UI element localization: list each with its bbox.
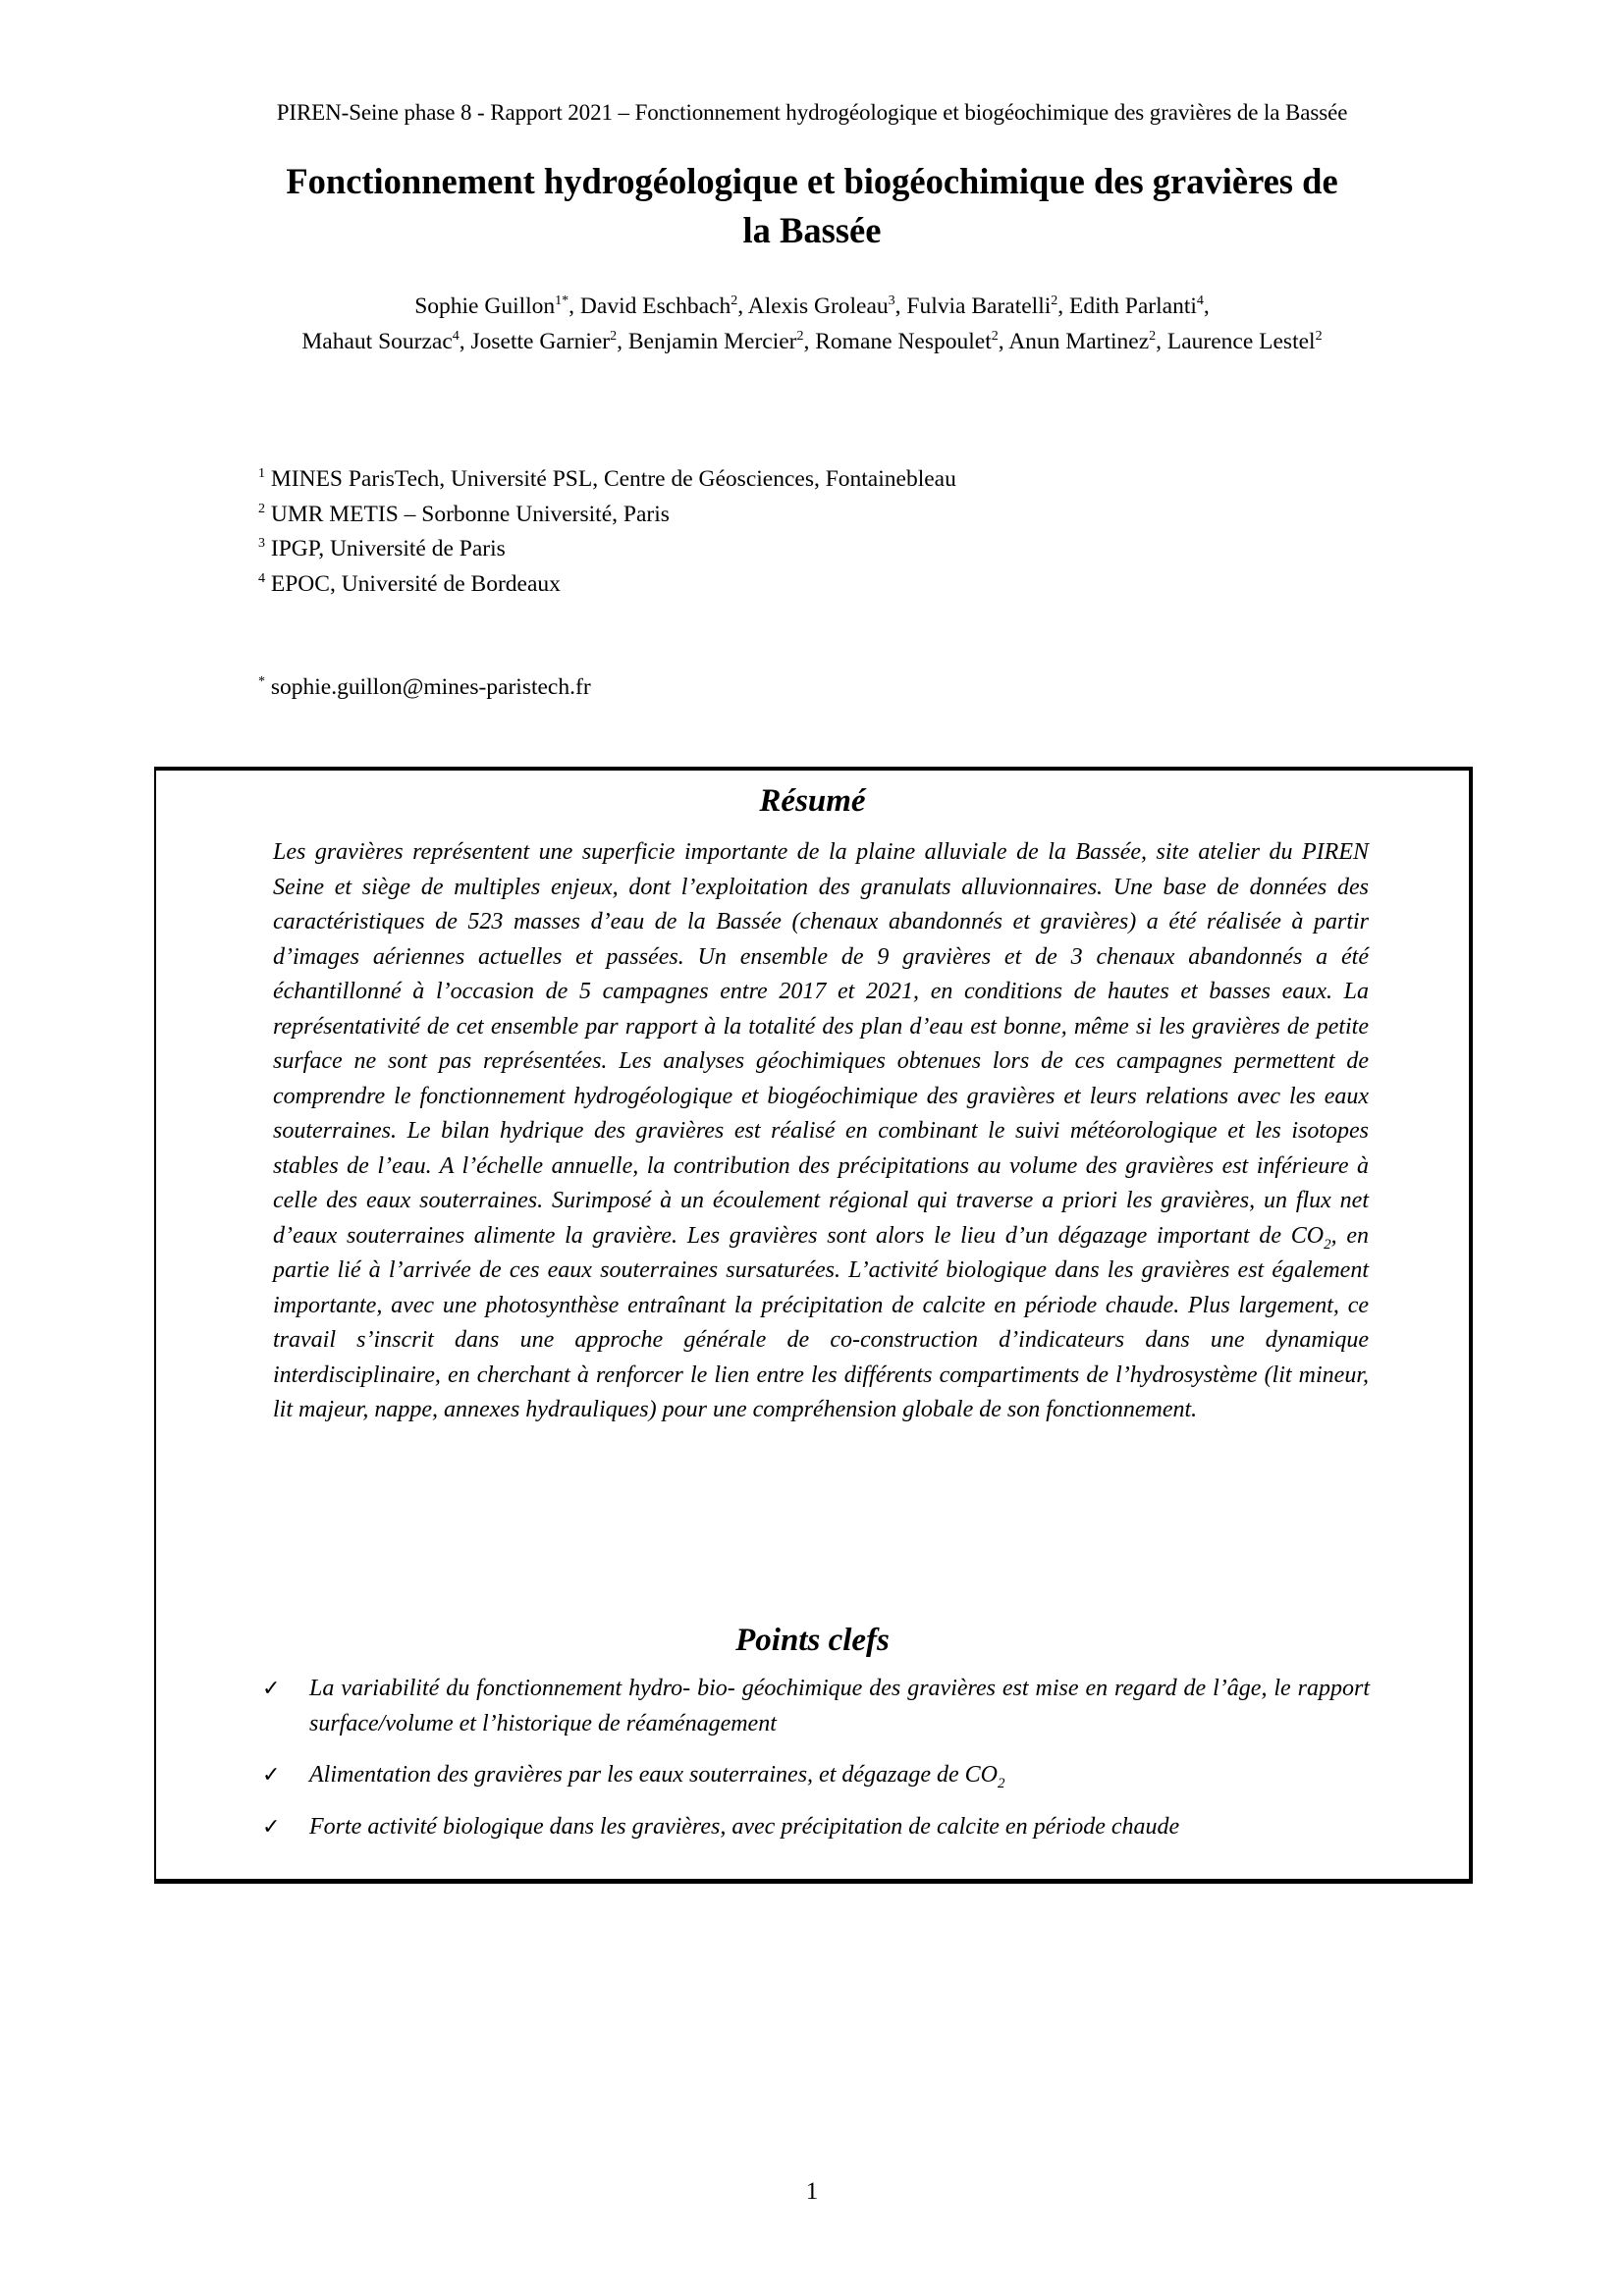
author: Alexis Groleau$^3$, <box>747 294 907 319</box>
author: Anun Martinez$^2$, <box>1008 328 1167 354</box>
key-point-item: ✓ Alimentation des gravières par les eaux souterraines, et dégazage de $CO_2$ <box>262 1758 1370 1793</box>
affiliation: $^3$ IPGP, Université de Paris <box>258 536 506 561</box>
author: Fulvia Baratelli$^2$, <box>906 294 1070 319</box>
author: Laurence Lestel$^2$ <box>1166 328 1323 354</box>
author: Josette Garnier$^2$, <box>470 328 628 354</box>
running-header: PIREN-Seine phase 8 - Rapport 2021 – Fonctionnement hydrogéologique et biogéochimique des gravières de la Bassée <box>276 100 1348 125</box>
page-number: 1 <box>805 2178 819 2205</box>
check-icon: ✓ <box>262 1814 281 1840</box>
author: Romane Nespoulet$^2$, <box>815 328 1009 354</box>
author: Edith Parlanti$^4$, <box>1069 294 1210 319</box>
title-line-1: Fonctionnement hydrogéologique et biogéochimique des gravières de <box>286 161 1338 201</box>
affiliation: $^1$ MINES ParisTech, Université PSL, Centre de Géosciences, Fontainebleau <box>258 466 956 492</box>
check-icon: ✓ <box>262 1677 281 1701</box>
key-points-list <box>262 1672 1370 1861</box>
author-list <box>245 290 1379 359</box>
check-icon: ✓ <box>262 1763 281 1788</box>
corresponding-email <box>258 670 591 706</box>
email-link[interactable]: sophie.guillon@mines-paristech.fr <box>270 674 591 700</box>
author: David Eschbach$^2$, <box>579 294 748 319</box>
affiliation: $^4$ EPOC, Université de Bordeaux <box>258 570 561 597</box>
abstract-heading: Résumé <box>759 783 866 819</box>
affiliation: $^2$ UMR METIS – Sorbonne Université, Paris <box>258 501 670 527</box>
author: Benjamin Mercier$^2$, <box>627 328 816 354</box>
title-line-2: la Bassée <box>742 210 882 250</box>
abstract-box <box>154 767 1473 1884</box>
author: Mahaut Sourzac$^4$, <box>301 328 471 354</box>
corresponding-mark: * <box>258 674 265 690</box>
key-point-item: ✓ La variabilité du fonctionnement hydro- bio- géochimique des gravières est mise en regard de l’âge, le rapport surface/volume et l’historique de réaménagement <box>262 1672 1370 1741</box>
key-points-heading: Points clefs <box>735 1623 890 1658</box>
affiliation-list <box>258 462 956 602</box>
abstract-text: Les gravières représentent une superficie importante de la plaine alluviale de la Bassée, site atelier du PIREN Seine et siège de multiples enjeux, dont l’exploitation des granulats alluvionnaires. Une base de données des caractéristiques de 523 masses d’eau de la Bassée (chenaux abandonnés et gravières) a été réalisée à partir d’images aériennes actuelles et passées. Un ensemble de 9 gravières et de 3 chenaux abandonnés a été échantillonné à l’occasion de 5 campagnes entre 2017 et 2021, en conditions de hautes et basses eaux. La représentativité de cet ensemble par rapport à la totalité des plan d’eau est bonne, même si les gravières de petite surface ne sont pas représentées. Les analyses géochimiques obtenues lors de ces campagnes permettent de comprendre le fonctionnement hydrogéologique et biogéochimique des gravières et leurs relations avec les eaux souterraines. Le bilan hydrique des gravières est réalisé en combinant le suivi météorologique et les isotopes stables de l’eau. A l’échelle annuelle, la contribution des précipitations au volume des gravières est inférieure à celle des eaux souterraines. Surimposé à un écoulement régional qui traverse a priori les gravières, un flux net d’eaux souterraines alimente la gravière. Les gravières sont alors le lieu d’un dégazage important de $CO_2$, en partie lié à l’arrivée de ces eaux souterraines sursaturées. L’activité biologique dans les gravières est également importante, avec une photosynthèse entraînant la précipitation de calcite en période chaude. Plus largement, ce travail s’inscrit dans une approche générale de co-construction d’indicateurs dans une dynamique interdisciplinaire, en cherchant à renforcer le lien entre les différents compartiments de l’hydrosystème (lit mineur, lit majeur, nappe, annexes hydrauliques) pour une compréhension globale de son fonctionnement. <box>273 839 1369 1422</box>
page-title <box>147 157 1477 255</box>
author: Sophie Guillon$^{1*}$, <box>414 294 580 319</box>
key-point-item: ✓ Forte activité biologique dans les gravières, avec précipitation de calcite en période chaude <box>262 1810 1370 1845</box>
